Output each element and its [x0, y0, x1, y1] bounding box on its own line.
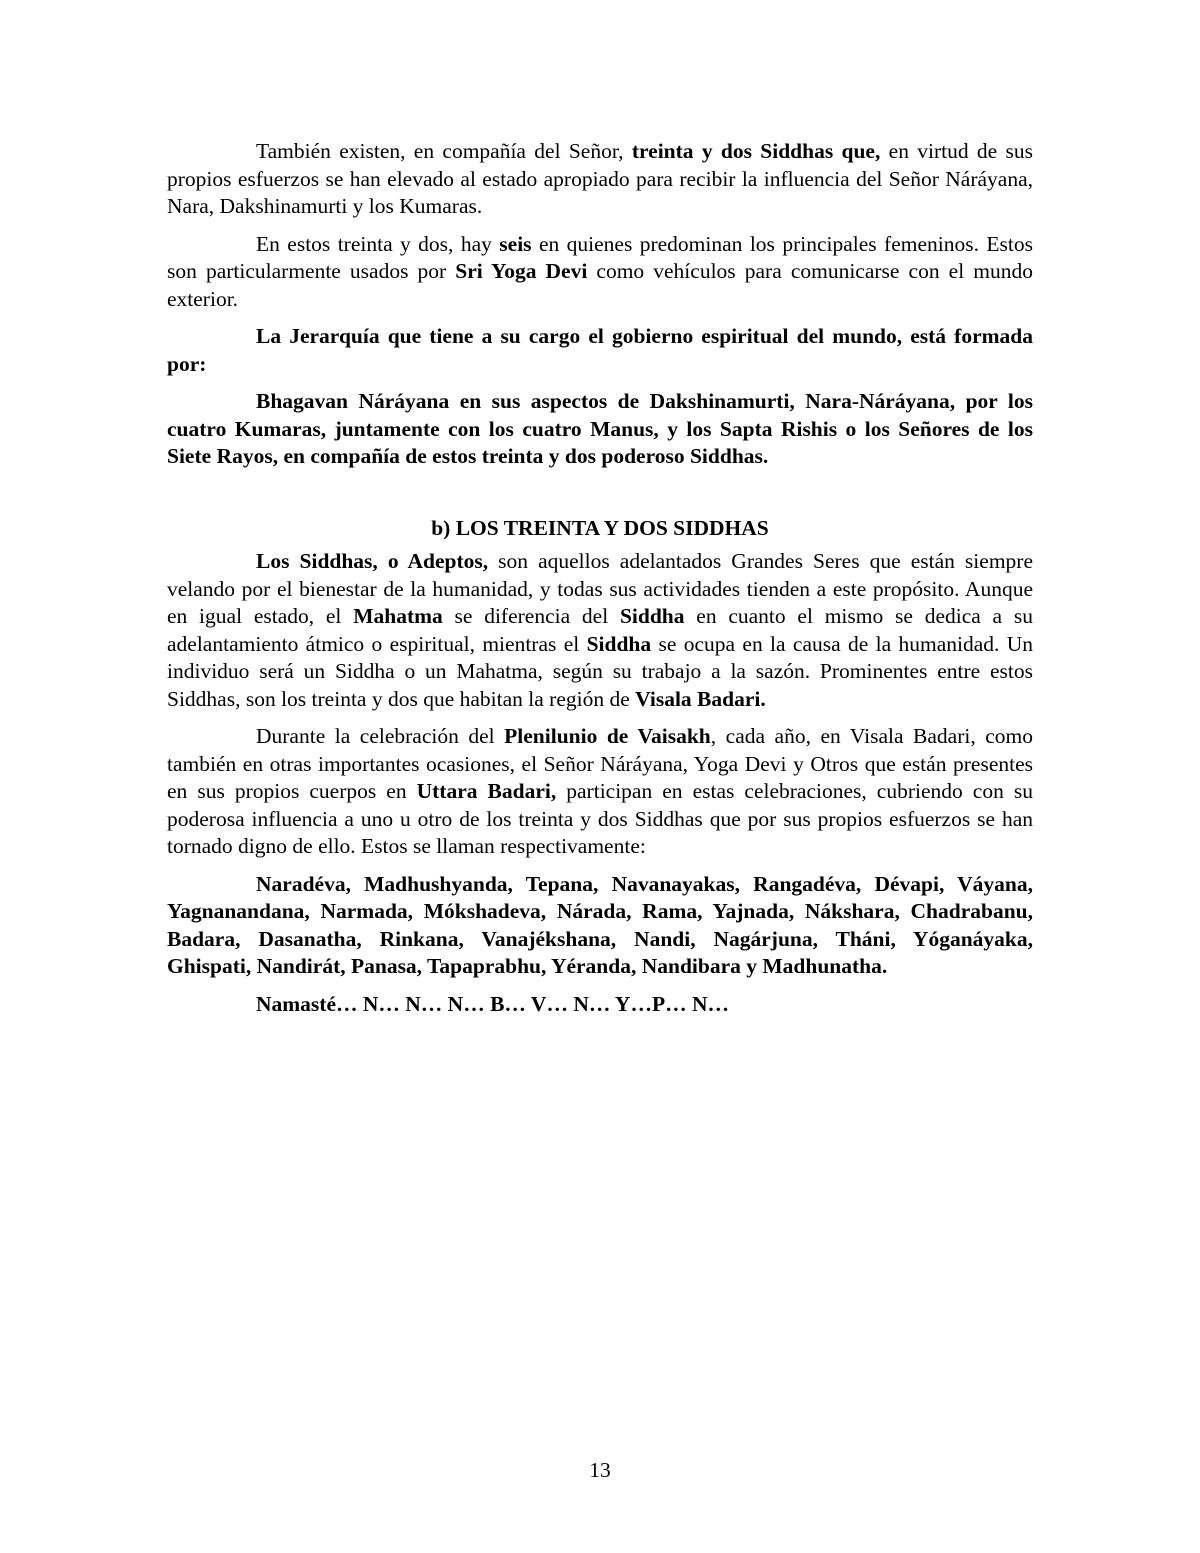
text-run: Durante la celebración del — [256, 724, 505, 748]
bold-run: Siddha — [619, 604, 685, 628]
bold-run: Namasté… N… N… N… B… V… N… Y…P… N… — [256, 991, 729, 1016]
paragraph-adeptos — [167, 548, 1033, 713]
text-run: en quienes predominan los principales femeninos. Estos son particularmente usados por — [167, 231, 1033, 283]
text-run: como vehículos para comunicarse con el mundo exterior. — [167, 259, 1033, 311]
bold-run: Uttara Badari, — [416, 779, 557, 803]
bold-run: La Jerarquía que tiene a su cargo el gobierno espiritual del mundo, está formada por: — [167, 324, 1033, 376]
text-run: se ocupa en la causa de la humanidad. Un individuo será un Siddha o un Mahatma, según su trabajo a la sazón. Prominentes entre estos Siddhas, son los treinta y dos que habitan la región de — [167, 631, 1034, 711]
section-heading: b) LOS TREINTA Y DOS SIDDHAS — [431, 515, 769, 540]
text-run: en virtud de sus propios esfuerzos se han elevado al estado apropiado para recibir la influencia del Señor Náráyana, Nara, Dakshinamurti y los Kumaras. — [167, 139, 1033, 218]
bold-run: Naradéva, Madhushyanda, Tepana, Navanayakas, Rangadéva, Dévapi, Váyana, Yagnanandana, Narmada, Mókshadeva, Nárada, Rama, Yajnada, Nákshara, Chadrabanu, Badara, Dasanatha, Rinkana, Vanajékshana, Nandi, Nagárjuna, Tháni, Yóganáyaka, Ghispati, Nandirát, Panasa, Tapaprabhu, Yéranda, Nandibara y Madhunatha. — [167, 871, 1033, 978]
bold-run: treinta y dos Siddhas que, — [631, 139, 881, 163]
bold-run: Sri Yoga Devi — [455, 259, 588, 283]
text-run: En estos treinta y dos, hay — [256, 231, 500, 256]
bold-run: Bhagavan Náráyana en sus aspectos de Dakshinamurti, Nara-Náráyana, por los cuatro Kumaras, juntamente con los cuatro Manus, y los Sapta Rishis o los Señores de los Siete Rayos, en compañía de estos treinta y dos poderoso Siddhas. — [167, 389, 1033, 468]
text-run: , cada año, en Visala Badari, como también en otras importantes ocasiones, el Señor Náráyana, Yoga Devi y Otros que están presentes en sus propios cuerpos en — [167, 724, 1033, 803]
text-run: en cuanto el mismo se dedica a su adelantamiento átmico o espiritual, mientras el — [167, 604, 1033, 656]
page-number: 13 — [589, 1458, 611, 1482]
text-run: participan en estas celebraciones, cubriendo con su poderosa influencia a uno u otro de los treinta y dos Siddhas que por sus propios esfuerzos se han tornado digno de ello. Estos se llaman respectivamente: — [167, 779, 1034, 858]
bold-run: Visala Badari. — [635, 686, 766, 711]
paragraph-jerarquia — [167, 323, 1033, 378]
bold-run: Mahatma — [353, 604, 443, 628]
paragraph-bhagavan — [167, 388, 1033, 471]
paragraph-siddhas-intro — [167, 138, 1033, 221]
bold-run: Siddha — [586, 631, 652, 656]
text-run: son aquellos adelantados Grandes Seres que están siempre velando por el bienestar de la humanidad, y todas sus actividades tienden a este propósito. Aunque en igual estado, el — [167, 549, 1033, 628]
text-run: se diferencia del — [442, 604, 620, 628]
paragraph-namaste — [167, 991, 1033, 1019]
paragraph-siddha-names — [167, 871, 1033, 981]
bold-run: Plenilunio de Vaisakh — [504, 724, 711, 748]
bold-run: seis — [499, 231, 532, 256]
page-body — [167, 138, 1033, 1028]
paragraph-seis — [167, 231, 1033, 314]
bold-run: Los Siddhas, o Adeptos, — [256, 549, 489, 573]
paragraph-plenilunio — [167, 723, 1033, 861]
text-run: También existen, en compañía del Señor, — [256, 139, 632, 163]
